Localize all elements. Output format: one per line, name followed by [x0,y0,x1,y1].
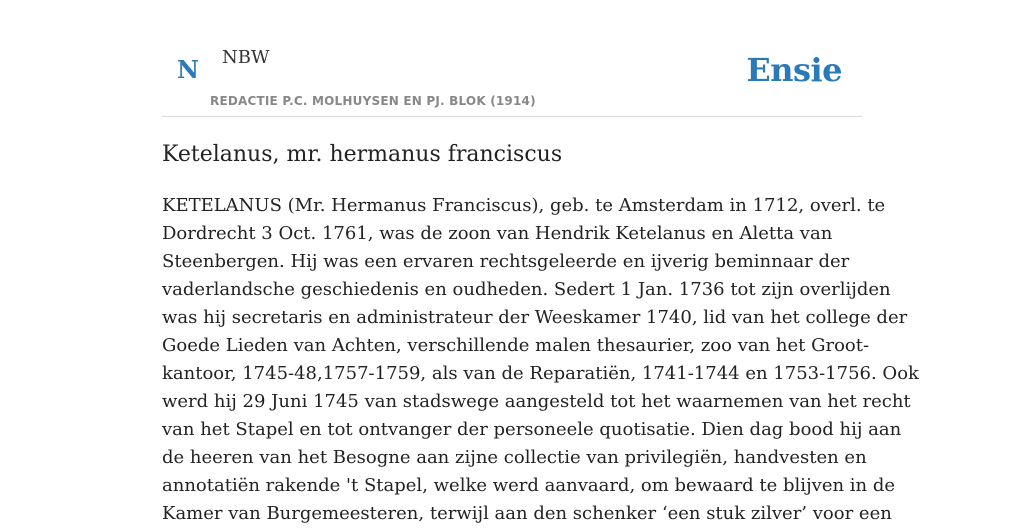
body-line: van het Stapel en tot ontvanger der personeele quotisatie. Dien dag bood hij aan [162,419,902,440]
body-line: werd hij 29 Juni 1745 van stadswege aangesteld tot het waarnemen van het recht [162,391,911,412]
article-title: Ketelanus, mr. hermanus franciscus [162,142,563,167]
body-line: Dordrecht 3 Oct. 1761, was de zoon van Hendrik Ketelanus en Aletta van [162,223,833,244]
editors-credit: REDACTIE P.C. MOLHUYSEN EN PJ. BLOK (1914) [210,94,536,108]
body-line: Steenbergen. Hij was een ervaren rechtsgeleerde en ijverig beminnaar der [162,251,850,272]
article-body [162,192,919,528]
body-line: annotatiën rakende 't Stapel, welke werd aanvaard, om bewaard te blijven in de [162,475,896,496]
body-line: kantoor, 1745-48,1757-1759, als van de Reparatiën, 1741-1744 en 1753-1756. Ook [162,363,919,384]
body-line: Goede Lieden van Achten, verschillende malen thesaurier, zoo van het Groot- [162,335,870,356]
source-badge-icon: N [177,55,199,84]
body-line: vaderlandsche geschiedenis en oudheden. Sedert 1 Jan. 1736 tot zijn overlijden [162,279,891,300]
ensie-logo[interactable]: Ensie [746,51,842,89]
site-header [162,0,862,117]
body-line: was hij secretaris en administrateur der Weeskamer 1740, lid van het college der [162,307,908,328]
body-line: KETELANUS (Mr. Hermanus Franciscus), geb. te Amsterdam in 1712, overl. te [162,195,886,216]
source-name[interactable]: NBW [222,47,270,68]
body-line: de heeren van het Besogne aan zijne collectie van privilegiën, handvesten en [162,447,867,468]
body-line: Kamer van Burgemeesteren, terwijl aan den schenker ‘een stuk zilver’ voor een [162,503,892,524]
